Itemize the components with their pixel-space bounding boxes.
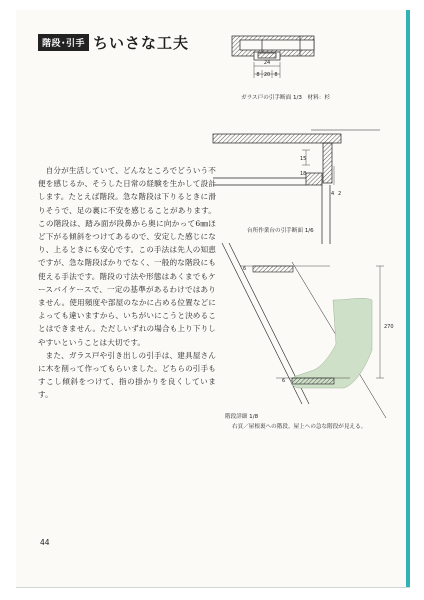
- page-title: ちいさな工夫: [93, 34, 190, 52]
- glass-pull-caption: ガラス戸の引手断面 1/3 材料：杉: [241, 95, 330, 101]
- page-number: 44: [40, 538, 50, 547]
- kitchen-pull-dim-15: 15: [300, 156, 307, 162]
- glass-pull-dim-24: 24: [263, 60, 271, 66]
- kitchen-pull-dim-4: 4: [331, 191, 335, 197]
- kitchen-pull-dim-18: 18: [300, 171, 307, 177]
- stair-dim-270: 270: [384, 324, 394, 330]
- stair-dim-6-lower: 6: [282, 378, 286, 384]
- kitchen-pull-caption: 台所作業台の引手断面 1/6: [247, 228, 314, 234]
- stair-dim-6-upper: 6: [243, 266, 247, 272]
- body-paragraph-2: また、ガラス戸や引き出しの引手は、建具屋さんに木を削って作ってもらいました。どちらの引手もすこし傾斜をつけて、指の掛かりを良くしています。: [38, 350, 216, 400]
- stair-caption: 階段詳細 1/8: [225, 414, 259, 420]
- glass-pull-dim-8b: 8: [274, 72, 278, 78]
- glass-pull-dim-20: 20: [263, 72, 271, 78]
- photo-note-caption: 右頁／屋根裏への階段。屋上への急な階段が見える。: [232, 424, 367, 430]
- category-label: 階段･引手: [38, 34, 89, 51]
- glass-pull-dim-8a: 8: [256, 72, 260, 78]
- kitchen-pull-dim-2: 2: [338, 191, 342, 197]
- body-paragraph-1: 自分が生活していて、どんなところでどういう不便を感じるか、そうした日常の経験を生かして設計します。たとえば階段。急な階段は下りるときに滑りそうで、足の裏に不安を感じることがあります。この階段は、踏み面が段鼻から奥に向かって6㎜ほど下がる傾斜をつけてあるので、安定した感じになり、上るときにも安心です。この手法は先人の知恵ですが、急な階段ばかりでなく、一般的な階段にも使える手法です。階段の寸法や形態はあくまでもケースバイケースで、一定の基準があるわけではありません。使用頻度や部屋のなかに占める位置などによっても違いますから、いちがいにこうと決めることはできません。ただしいずれの場合も上り下りしやすいということは大切です。: [38, 166, 216, 347]
